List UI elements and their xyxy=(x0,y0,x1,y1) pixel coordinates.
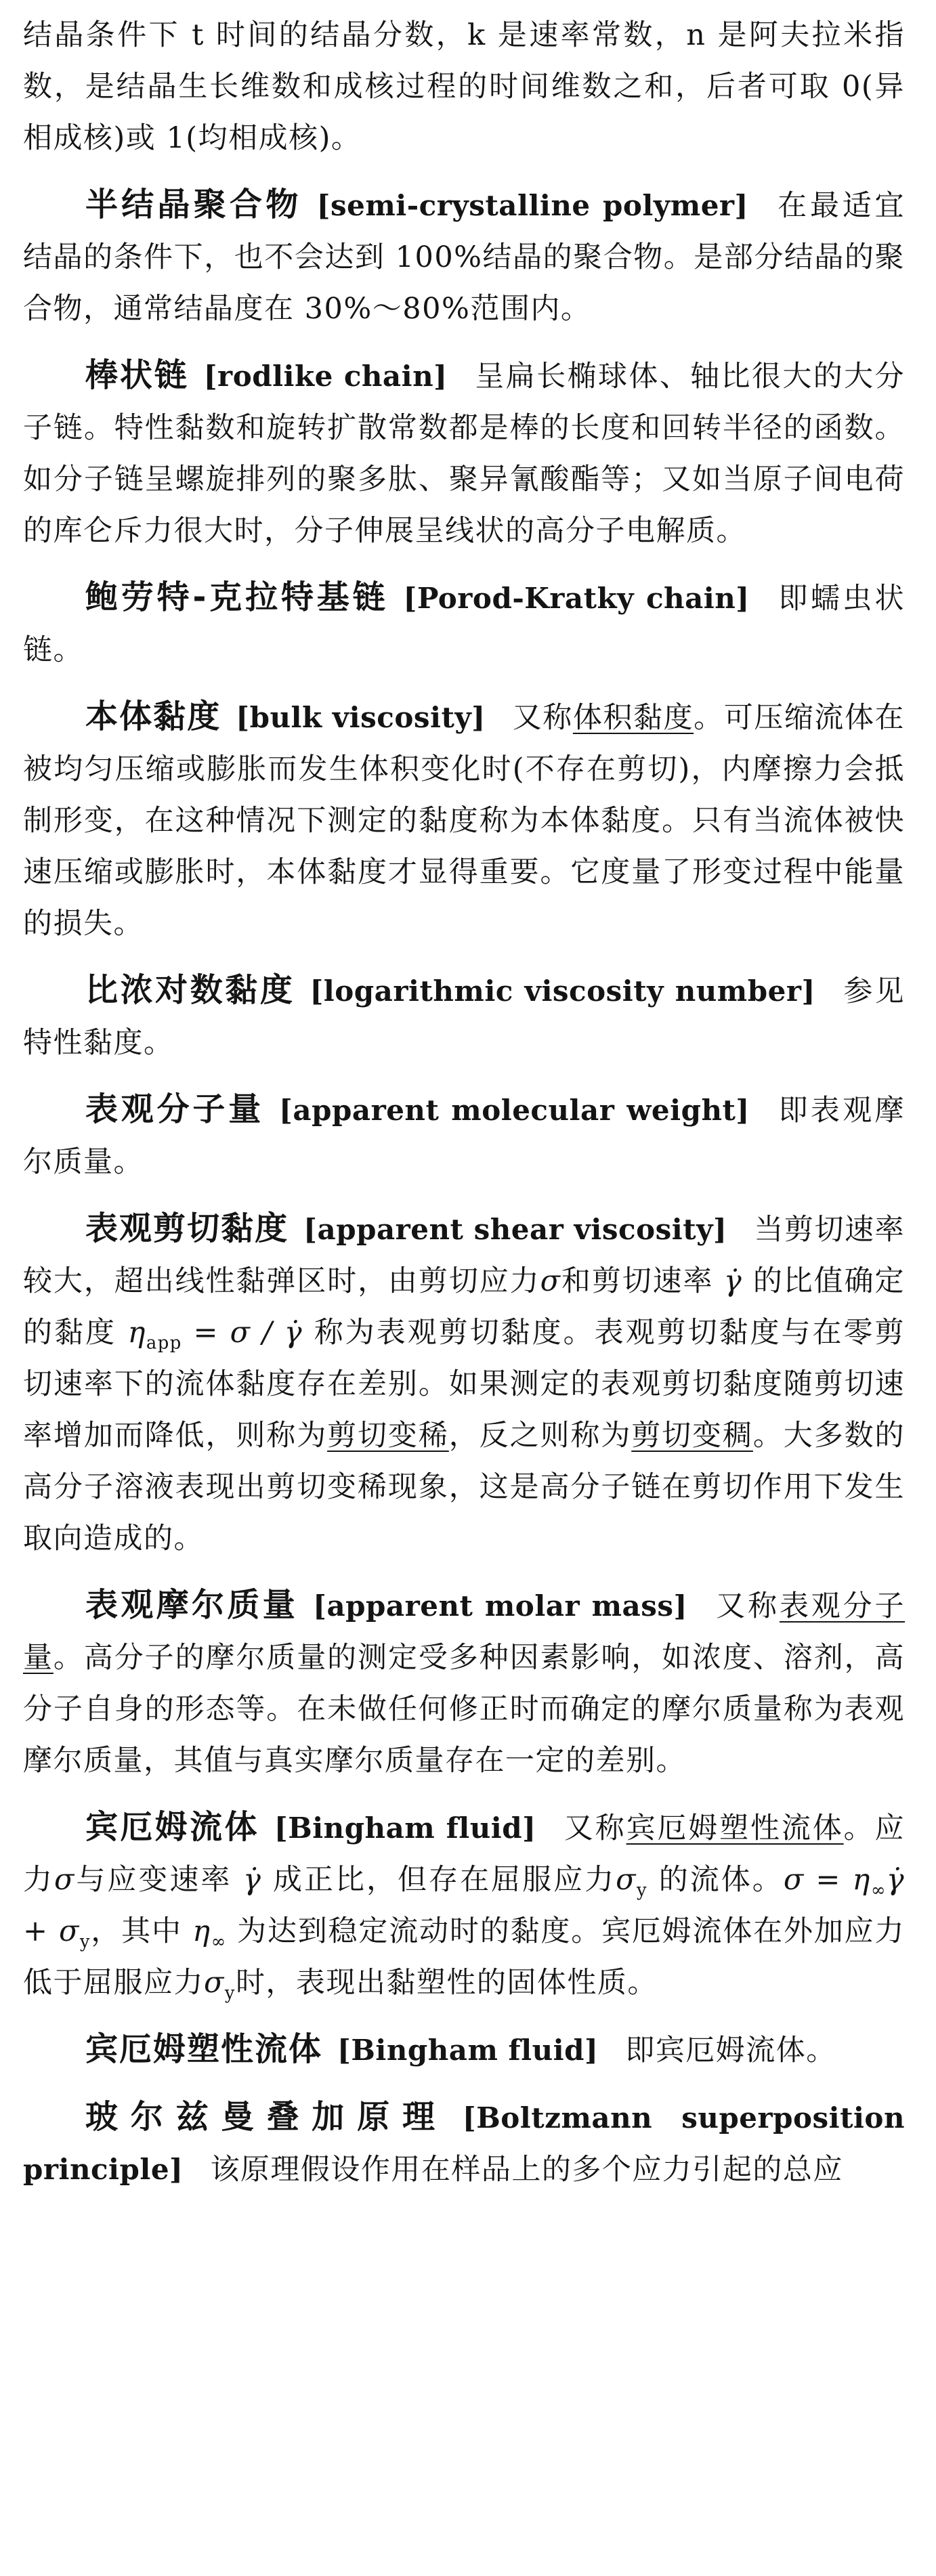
entry-porod-kratky-chain xyxy=(23,572,905,676)
entry-apparent-molar-mass xyxy=(23,1579,905,1786)
entry-body: 成正比，但存在屈服应力 xyxy=(261,1863,616,1897)
entry-term: 棒状链 xyxy=(85,356,189,394)
equation: σ = η xyxy=(783,1863,871,1897)
entry-semi-crystalline-polymer xyxy=(23,179,905,335)
equation-subscript: ∞ xyxy=(870,1880,887,1901)
entry-term: 玻尔兹曼叠加原理 xyxy=(85,2098,448,2136)
entry-body: 即表观摩尔质量。 xyxy=(23,1094,906,1179)
entry-term-en: [Boltzmann superposition principle] xyxy=(23,2101,905,2186)
entry-term-en: [Bingham fluid] xyxy=(337,2034,599,2067)
yield-stress-symbol: σ xyxy=(204,1966,225,2000)
eta-subscript: app xyxy=(146,1333,182,1354)
entry-body: 。应力 xyxy=(23,1811,906,1897)
strain-rate-symbol: γ̇ xyxy=(243,1863,262,1897)
cross-reference-link[interactable]: 剪切变稀 xyxy=(327,1419,449,1453)
entry-body: 该原理假设作用在样品上的多个应力引起的总应 xyxy=(210,2153,843,2187)
entry-body-pre: 又称 xyxy=(563,1811,626,1845)
entry-boltzmann-superposition-principle xyxy=(23,2091,905,2195)
entry-term-en: [apparent molar mass] xyxy=(313,1589,687,1623)
yield-stress-symbol: σ xyxy=(616,1863,637,1897)
entry-body: 当剪切速率较大，超出线性黏弹区时，由剪切应力 xyxy=(23,1213,905,1298)
shear-rate-symbol: γ̇ xyxy=(724,1264,743,1298)
entry-term: 表观分子量 xyxy=(85,1090,265,1128)
entry-body: 参见特性黏度。 xyxy=(23,974,905,1060)
entry-bulk-viscosity xyxy=(23,691,905,949)
entry-term: 本体黏度 xyxy=(85,697,221,735)
entry-rodlike-chain xyxy=(23,349,905,557)
entry-term: 比浓对数黏度 xyxy=(85,971,295,1009)
entry-body: 称为表观剪切黏度。表观剪切黏度与在零剪切速率下的流体黏度存在差别。如果测定的表观剪切黏度随剪切速率增加而降低，则称为 xyxy=(23,1316,906,1453)
entry-term: 宾厄姆塑性流体 xyxy=(85,2030,323,2068)
yield-subscript: y xyxy=(637,1880,648,1901)
equation-subscript: y xyxy=(79,1931,91,1952)
entry-body: 的流体。 xyxy=(647,1863,784,1897)
entry-body-pre: 又称 xyxy=(714,1589,780,1623)
entry-term-en: [Porod-Kratky chain] xyxy=(403,582,750,615)
entry-term-en: [apparent molecular weight] xyxy=(279,1094,750,1127)
entry-body: 与应变速率 xyxy=(75,1863,244,1897)
equation: γ̇ + σ xyxy=(23,1863,906,1948)
entry-body: 呈扁长椭球体、轴比很大的大分子链。特性黏数和旋转扩散常数都是棒的长度和回转半径的函数。如分子链呈螺旋排列的聚多肽、聚异氰酸酯等；又如当原子间电荷的库仑斥力很大时，分子伸展呈线状的高分子电解质。 xyxy=(23,360,906,548)
eta-inf-symbol: η xyxy=(192,1914,211,1948)
entry-body: 的比值确定的黏度 xyxy=(23,1264,906,1350)
cross-reference-link[interactable]: 剪切变稠 xyxy=(631,1419,753,1453)
entry-bingham-plastic-fluid xyxy=(23,2023,905,2076)
entry-logarithmic-viscosity-number xyxy=(23,964,905,1069)
entry-term-en: [rodlike chain] xyxy=(203,360,448,393)
entry-body: ，反之则称为 xyxy=(448,1419,632,1453)
entry-term: 半结晶聚合物 xyxy=(85,186,302,223)
eta-symbol: η xyxy=(127,1316,146,1350)
entry-body-post: 。可压缩流体在被均匀压缩或膨胀而发生体积变化时(不存在剪切)，内摩擦力会抵制形变，在这种情况下测定的黏度称为本体黏度。只有当流体被快速压缩或膨胀时，本体黏度才显得重要。它度量了形变过程中能量的损失。 xyxy=(23,701,906,941)
entry-apparent-shear-viscosity xyxy=(23,1203,905,1564)
entry-term-en: [logarithmic viscosity number] xyxy=(310,974,815,1008)
sigma-symbol: σ xyxy=(54,1863,75,1897)
yield-subscript: y xyxy=(224,1983,236,2004)
entry-term: 鲍劳特-克拉特基链 xyxy=(85,578,389,616)
entry-apparent-molecular-weight xyxy=(23,1083,905,1188)
entry-body: 即宾厄姆流体。 xyxy=(625,2034,836,2067)
entry-term: 表观剪切黏度 xyxy=(85,1209,289,1247)
entry-bingham-fluid xyxy=(23,1801,905,2009)
cross-reference-link[interactable]: 宾厄姆塑性流体 xyxy=(626,1811,844,1845)
entry-term: 表观摩尔质量 xyxy=(85,1586,299,1624)
cross-reference-link[interactable]: 体积黏度 xyxy=(572,701,694,735)
entry-term-en: [semi-crystalline polymer] xyxy=(316,189,748,222)
entry-body-pre: 又称 xyxy=(512,701,573,735)
entry-term-en: [Bingham fluid] xyxy=(274,1811,536,1845)
entry-term-en: [bulk viscosity] xyxy=(236,701,486,734)
cross-reference-link[interactable]: 表观分子量 xyxy=(23,1589,905,1675)
entry-term-en: [apparent shear viscosity] xyxy=(303,1213,727,1246)
entry-body: 为达到稳定流动时的黏度。宾厄姆流体在外加应力低于屈服应力 xyxy=(23,1914,905,2000)
entry-body: 即蠕虫状链。 xyxy=(23,582,906,667)
intro-paragraph xyxy=(23,9,905,164)
entry-body: 在最适宜结晶的条件下，也不会达到 100%结晶的聚合物。是部分结晶的聚合物，通常结晶度在 30%～80%范围内。 xyxy=(23,189,905,326)
formula: = σ / γ̇ xyxy=(182,1316,303,1350)
intro-text: 结晶条件下 t 时间的结晶分数，k 是速率常数，n 是阿夫拉米指数，是结晶生长维数和成核过程的时间维数之和，后者可取 0(异相成核)或 1(均相成核)。 xyxy=(23,18,905,155)
entry-body: 和剪切速率 xyxy=(561,1264,725,1298)
entry-body-post: 。高分子的摩尔质量的测定受多种因素影响，如浓度、溶剂，高分子自身的形态等。在未做任何修正时而确定的摩尔质量称为表观摩尔质量，其值与真实摩尔质量存在一定的差别。 xyxy=(23,1641,906,1778)
entry-body: 。大多数的高分子溶液表现出剪切变稀现象，这是高分子链在剪切作用下发生取向造成的。 xyxy=(23,1419,906,1555)
sigma-symbol: σ xyxy=(540,1264,561,1298)
entry-body: ，其中 xyxy=(90,1914,193,1948)
entry-body: 时，表现出黏塑性的固体性质。 xyxy=(235,1966,658,2000)
entry-term: 宾厄姆流体 xyxy=(85,1808,259,1846)
eta-inf-subscript: ∞ xyxy=(211,1931,227,1952)
